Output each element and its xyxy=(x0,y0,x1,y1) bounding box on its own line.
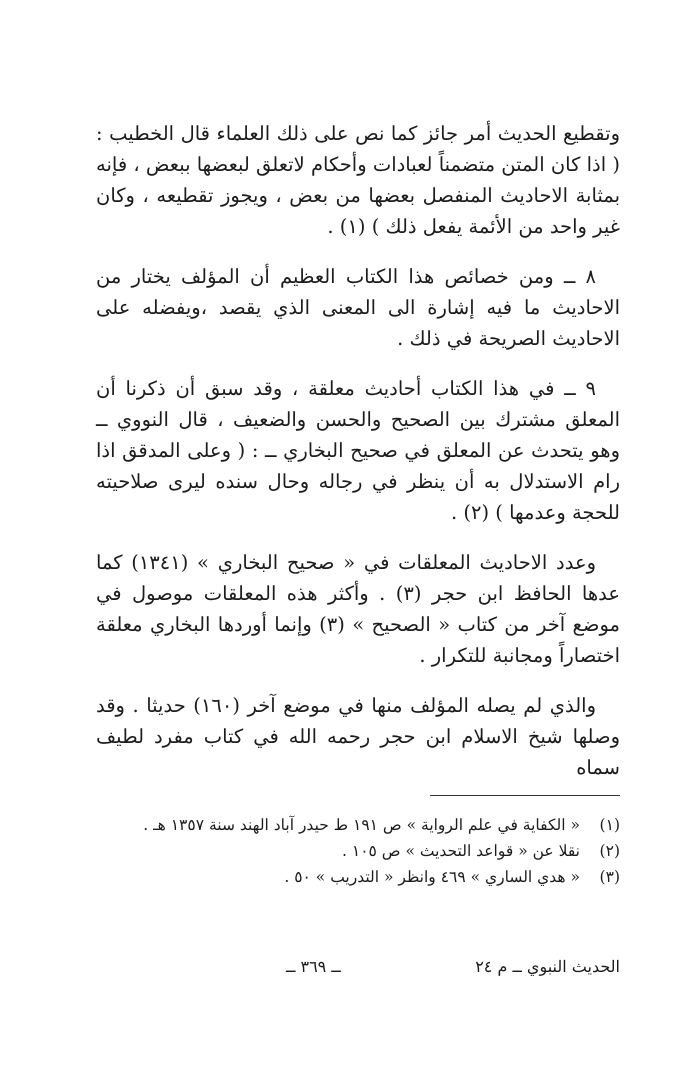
footnote-text: « الكفاية في علم الرواية » ص ١٩١ ط حيدر آباد الهند سنة ١٣٥٧ هـ . xyxy=(143,816,580,834)
footnote-divider xyxy=(430,795,620,796)
footnote-number: (٣) xyxy=(599,868,620,886)
footnote-number: (١) xyxy=(599,816,620,834)
page-body xyxy=(96,118,620,783)
paragraph-hadith-splitting: وتقطيع الحديث أمر جائز كما نص على ذلك العلماء قال الخطيب : ( اذا كان المتن متضمناً لعبادات وأحكام لاتعلق لبعضها ببعض ، فإنه بمثابة الاحاديث المنفصل بعضها من بعض ، ويجوز تقطيعه ، وكان غير واحد من الأئمة يفعل ذلك ) (١) . xyxy=(96,122,620,238)
page-number: ــ ٣٦٩ ــ xyxy=(286,957,341,976)
paragraph-muallaq-count: وعدد الاحاديث المعلقات في « صحيح البخاري » (١٣٤١) كما عدها الحافظ ابن حجر (٣) . وأكثر هذه المعلقات موصول في موضع آخر من كتاب « الصحيح » (٣) وإنما أوردها البخاري معلقة اختصاراً ومجانبة للتكرار . xyxy=(96,551,620,667)
footnotes xyxy=(96,812,620,890)
footnote-number: (٢) xyxy=(599,842,620,860)
page-footer xyxy=(96,952,620,982)
running-title: الحديث النبوي ــ م ٢٤ xyxy=(475,957,620,976)
footnote-1 xyxy=(96,812,620,838)
paragraph-point-9: ٩ ــ في هذا الكتاب أحاديث معلقة ، وقد سبق أن ذكرنا أن المعلق مشترك بين الصحيح والحسن والضعيف ، قال النووي ــ وهو يتحدث عن المعلق في صحيح البخاري ــ : ( وعلى المدقق اذا رام الاستدلال به أن ينظر في رجاله وحال سنده ليرى صلاحيته للحجة وعدمها ) (٢) . xyxy=(96,377,620,524)
footnote-2 xyxy=(96,838,620,864)
paragraph-point-8: ٨ ــ ومن خصائص هذا الكتاب العظيم أن المؤلف يختار من الاحاديث ما فيه إشارة الى المعنى الذي يقصد ،ويفضله على الاحاديث الصريحة في ذلك . xyxy=(96,265,620,350)
footnote-text: نقلا عن « قواعد التحديث » ص ١٠٥ . xyxy=(342,842,580,860)
footnote-text: « هدي الساري » ٤٦٩ وانظر « التدريب » ٥٠ . xyxy=(284,868,580,886)
footnote-3 xyxy=(96,864,620,890)
paragraph-unconnected-hadith: والذي لم يصله المؤلف منها في موضع آخر (١٦٠) حديثا . وقد وصلها شيخ الاسلام ابن حجر رحمه الله في كتاب مفرد لطيف سماه xyxy=(96,694,620,779)
